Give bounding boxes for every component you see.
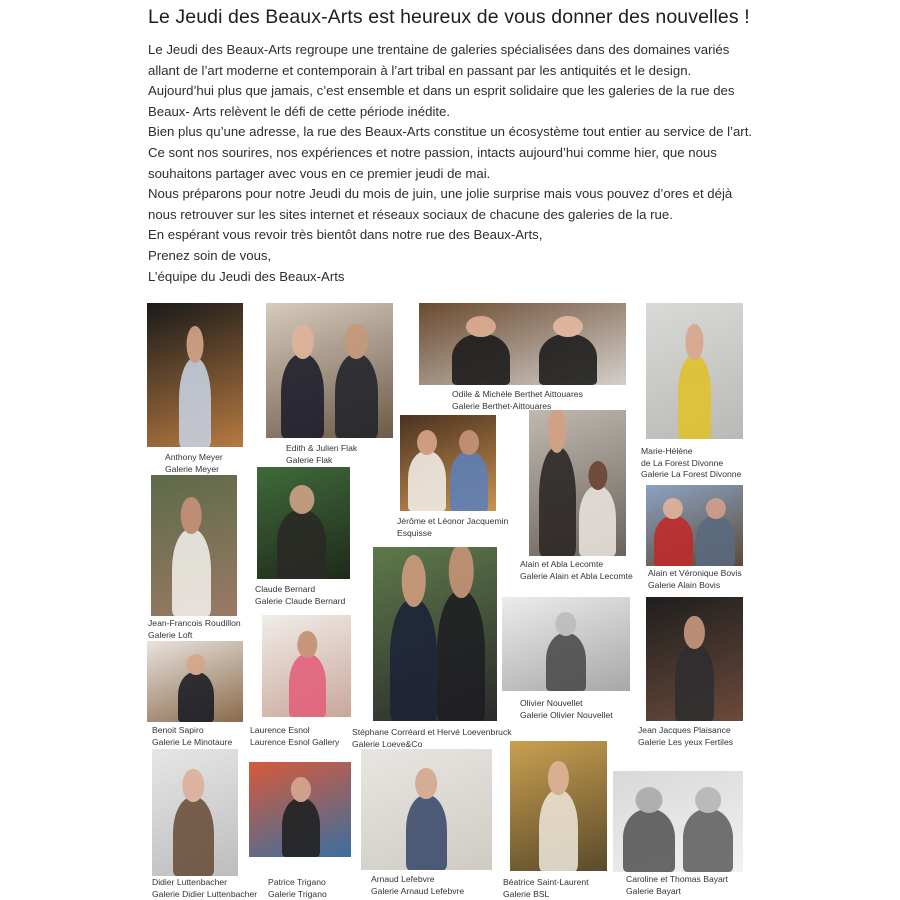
photo-patrice-trigano xyxy=(249,762,351,857)
intro-paragraph: Nous préparons pour notre Jeudi du mois de juin, une jolie surprise mais vous pouvez d’ores et déjà nous retrouver sur les sites internet et réseaux sociaux de chacune des galeries de la rue. xyxy=(148,186,733,222)
photo-laurence-esnol xyxy=(262,615,351,717)
caption-olivier-nouvellet: Olivier Nouvellet Galerie Olivier Nouvellet xyxy=(520,698,613,720)
caption-bovis: Alain et Véronique Bovis Galerie Alain Bovis xyxy=(648,568,742,590)
caption-flak: Edith & Julien Flak Galerie Flak xyxy=(286,443,358,465)
photo-lecomte xyxy=(529,410,626,556)
caption-jacquemin: Jérôme et Léonor Jacquemin Esquisse xyxy=(397,516,509,538)
caption-arnaud-lefebvre: Arnaud Lefebvre Galerie Arnaud Lefebvre xyxy=(371,874,465,896)
photo-flak xyxy=(266,303,393,438)
photo-plaisance xyxy=(646,597,743,721)
photo-arnaud-lefebvre xyxy=(361,749,492,870)
caption-correard-loevenbruck: Stéphane Corréard et Hervé Loevenbruck Galerie Loeve&Co xyxy=(352,727,512,749)
caption-lecomte: Alain et Abla Lecomte Galerie Alain et Abla Lecomte xyxy=(520,559,633,581)
photo-benoit-sapiro xyxy=(147,641,243,722)
caption-anthony-meyer: Anthony Meyer Galerie Meyer xyxy=(165,452,223,474)
photo-correard-loevenbruck xyxy=(373,547,497,721)
photo-berthet-aittouares xyxy=(419,303,626,385)
signature-line: L’équipe du Jeudi des Beaux-Arts xyxy=(148,268,345,284)
caption-claude-bernard: Claude Bernard Galerie Claude Bernard xyxy=(255,584,346,606)
caption-la-forest-divonne: Marie-Hélène de La Forest Divonne Galerie La Forest Divonne xyxy=(641,446,742,479)
intro-paragraph: Prenez soin de vous, xyxy=(148,247,272,263)
intro-text xyxy=(148,40,754,287)
intro-paragraph: En espérant vous revoir très bientôt dans notre rue des Beaux-Arts, xyxy=(148,227,543,243)
photo-anthony-meyer xyxy=(147,303,243,447)
caption-beatrice-saint-laurent: Béatrice Saint-Laurent Galerie BSL xyxy=(503,877,589,899)
caption-benoit-sapiro: Benoit Sapiro Galerie Le Minotaure xyxy=(152,725,233,747)
photo-beatrice-saint-laurent xyxy=(510,741,607,871)
intro-paragraph: Bien plus qu’une adresse, la rue des Beaux-Arts constitue un écosystème tout entier au service de l’art. Ce sont nos sourires, nos expériences et notre passion, intacts aujourd’hui comme hier, que nous souhaitons partager avec vous en ce premier jeudi de mai. xyxy=(148,124,753,181)
photo-jacquemin xyxy=(400,415,496,511)
caption-laurence-esnol: Laurence Esnol Laurence Esnol Gallery xyxy=(250,725,340,747)
photo-bovis xyxy=(646,485,743,566)
caption-berthet-aittouares: Odile & Michèle Berthet Aittouares Galerie Berthet-Aittouares xyxy=(452,389,583,411)
photo-olivier-nouvellet xyxy=(502,597,630,691)
page-title: Le Jeudi des Beaux-Arts est heureux de vous donner des nouvelles ! xyxy=(148,6,750,28)
photo-la-forest-divonne xyxy=(646,303,743,439)
caption-plaisance: Jean Jacques Plaisance Galerie Les yeux Fertiles xyxy=(638,725,734,747)
photo-claude-bernard xyxy=(257,467,350,579)
photo-roudillon xyxy=(151,475,237,616)
caption-patrice-trigano: Patrice Trigano Galerie Trigano xyxy=(268,877,327,899)
caption-bayart: Caroline et Thomas Bayart Galerie Bayart xyxy=(626,874,729,896)
photo-bayart xyxy=(613,771,743,872)
photo-didier-luttenbacher xyxy=(152,749,238,876)
caption-didier-luttenbacher: Didier Luttenbacher Galerie Didier Luttenbacher xyxy=(152,877,258,899)
intro-paragraph: Le Jeudi des Beaux-Arts regroupe une trentaine de galeries spécialisées dans des domaines variés allant de l’art moderne et contemporain à l’art tribal en passant par les antiquités et le design. Aujourd’hui plus que jamais, c’est ensemble et dans un esprit solidaire que les galeries de la rue des Beaux- Arts relèvent le défi de cette période inédite. xyxy=(148,42,735,119)
caption-roudillon: Jean-Francois Roudillon Galerie Loft xyxy=(148,618,241,640)
